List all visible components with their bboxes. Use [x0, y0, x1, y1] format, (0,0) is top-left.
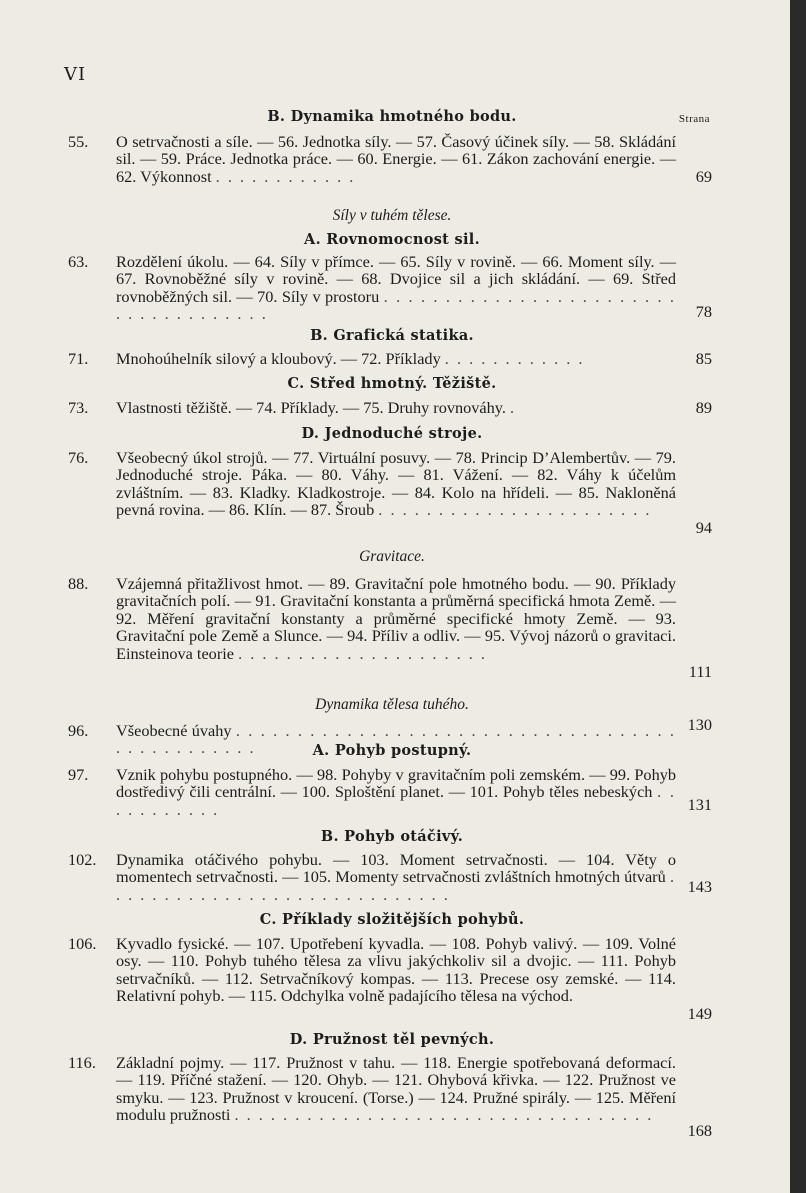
section-heading: B. Dynamika hmotného bodu. [267, 108, 517, 125]
section-heading: Dynamika tělesa tuhého. [315, 696, 469, 713]
entry-text: Mnohoúhelník silový a kloubový. — 72. Příklady . . . . . . . . . . . . [116, 349, 585, 368]
entry-page: 130 [687, 715, 712, 734]
page-number: VI [64, 64, 87, 85]
entry-number: 96. [68, 721, 89, 740]
entry-text: Všeobecné úvahy . . . . . . . . . . . . . . . . . . . . . . . . . . . . . . . . . . . . . . . . . . . . . . . . [116, 721, 677, 758]
entry-text: Vznik pohybu postupného. — 98. Pohyby v gravitačním poli zemském. — 99. Pohyb dostředivý čili centrální. — 100. Sploštění planet. — 101. Pohyb těles nebeských . . . . . . . . . . . [116, 765, 676, 819]
section-heading: B. Pohyb otáčivý. [320, 828, 464, 845]
entry-page: 69 [695, 167, 712, 186]
section-heading: Gravitace. [359, 548, 425, 565]
section-heading: C. Střed hmotný. Těžiště. [287, 375, 497, 392]
entry-number: 63. [68, 252, 89, 271]
entry-number: 71. [68, 349, 89, 368]
book-spine [790, 0, 806, 1193]
entry-number: 76. [68, 448, 89, 467]
entry-page: 143 [687, 877, 712, 896]
entry-number: 88. [68, 574, 89, 593]
entry-number: 106. [68, 934, 97, 953]
entry-text: Základní pojmy. — 117. Pružnost v tahu. — 118. Energie spotřebovaná deformací. — 119. Příčné stažení. — 120. Ohyb. — 121. Ohybová křivka. — 122. Pružnost ve smyku. — 123. Pružnost v kroucení. (Torse.) — 124. Pružné spirály. — 125. Měření modulu pružnosti . . . . . . . . . . . . . . . . . . . . . . . . . . . . . . . . . . . [116, 1053, 676, 1125]
entry-text: Všeobecný úkol strojů. — 77. Virtuální posuvy. — 78. Princip D’Alembertův. — 79. Jednoduché stroje. Páka. — 80. Váhy. — 81. Vážení. — 82. Váhy k účelům zvláštním. — 83. Kladky. Kladkostroje. — 84. Kolo na hřídeli. — 85. Nakloněná pevná rovina. — 86. Klín. — 87. Šroub . . . . . . . . . . . . . . . . . . . . . . . [116, 448, 676, 520]
entry-text: Rozdělení úkolu. — 64. Síly v přímce. — 65. Síly v rovině. — 66. Moment síly. — 67. Rovnoběžné síly v rovině. — 68. Dvojice sil a jich skládání. — 69. Střed rovnoběžných sil. — 70. Síly v prostoru . . . . . . . . . . . . . . . . . . . . . . . . . . . . . . . . . . . . . [116, 252, 676, 324]
entry-number: 97. [68, 765, 89, 784]
entry-number: 73. [68, 398, 89, 417]
entry-page: 149 [687, 1004, 712, 1023]
entry-text: Vlastnosti těžiště. — 74. Příklady. — 75. Druhy rovnováhy. . [116, 398, 517, 417]
section-heading: C. Příklady složitějších pohybů. [259, 911, 525, 928]
entry-page: 168 [687, 1121, 712, 1140]
entry-text: Kyvadlo fysické. — 107. Upotřebení kyvadla. — 108. Pohyb valivý. — 109. Volné osy. — 110. Pohyb tuhého tělesa za vlivu jakýchkoliv sil a dvojic. — 111. Pohyb setrvačníků. — 112. Setrvačníkový kompas. — 113. Precese osy zemské. — 114. Relativní pohyb. — 115. Odchylka volně padajícího tělesa na východ. [116, 934, 676, 1006]
entry-number: 55. [68, 132, 89, 151]
entry-page: 111 [688, 662, 712, 681]
section-heading: D. Jednoduché stroje. [301, 425, 483, 442]
entry-text: Vzájemná přitažlivost hmot. — 89. Gravitační pole hmotného bodu. — 90. Příklady gravitačních polí. — 91. Gravitační konstanta a průměrná specifická hmota Země. — 92. Měření gravitační konstanty a průměrné specifické hmoty Země. — 93. Gravitační pole Země a Slunce. — 94. Příliv a odliv. — 95. Vývoj názorů o gravitaci. Einsteinova teorie . . . . . . . . . . . . . . . . . . . . . [116, 574, 676, 663]
entry-text: Dynamika otáčivého pohybu. — 103. Moment setrvačnosti. — 104. Věty o momentech setrvačnosti. — 105. Momenty setrvačnosti zvláštních hmotných útvarů . . . . . . . . . . . . . . . . . . . . . . . . . . . . . [116, 850, 677, 904]
entry-page: 89 [695, 398, 712, 417]
section-heading: A. Pohyb postupný. [312, 742, 472, 759]
section-heading: A. Rovnomocnost sil. [304, 231, 480, 248]
column-header-strana: Strana [678, 113, 710, 125]
entry-page: 85 [695, 349, 712, 368]
entry-page: 94 [695, 518, 712, 537]
entry-text: O setrvačnosti a síle. — 56. Jednotka síly. — 57. Časový účinek síly. — 58. Skládání sil. — 59. Práce. Jednotka práce. — 60. Energie. — 61. Zákon zachování energie. — 62. Výkonnost . . . . . . . . . . . . [116, 132, 676, 186]
entry-number: 102. [68, 850, 97, 869]
entry-number: 116. [68, 1053, 96, 1072]
section-heading: Síly v tuhém tělese. [332, 207, 452, 224]
entry-page: 131 [687, 795, 712, 814]
section-heading: D. Pružnost těl pevných. [289, 1031, 495, 1048]
section-heading: B. Grafická statika. [310, 327, 474, 344]
entry-page: 78 [695, 302, 712, 321]
